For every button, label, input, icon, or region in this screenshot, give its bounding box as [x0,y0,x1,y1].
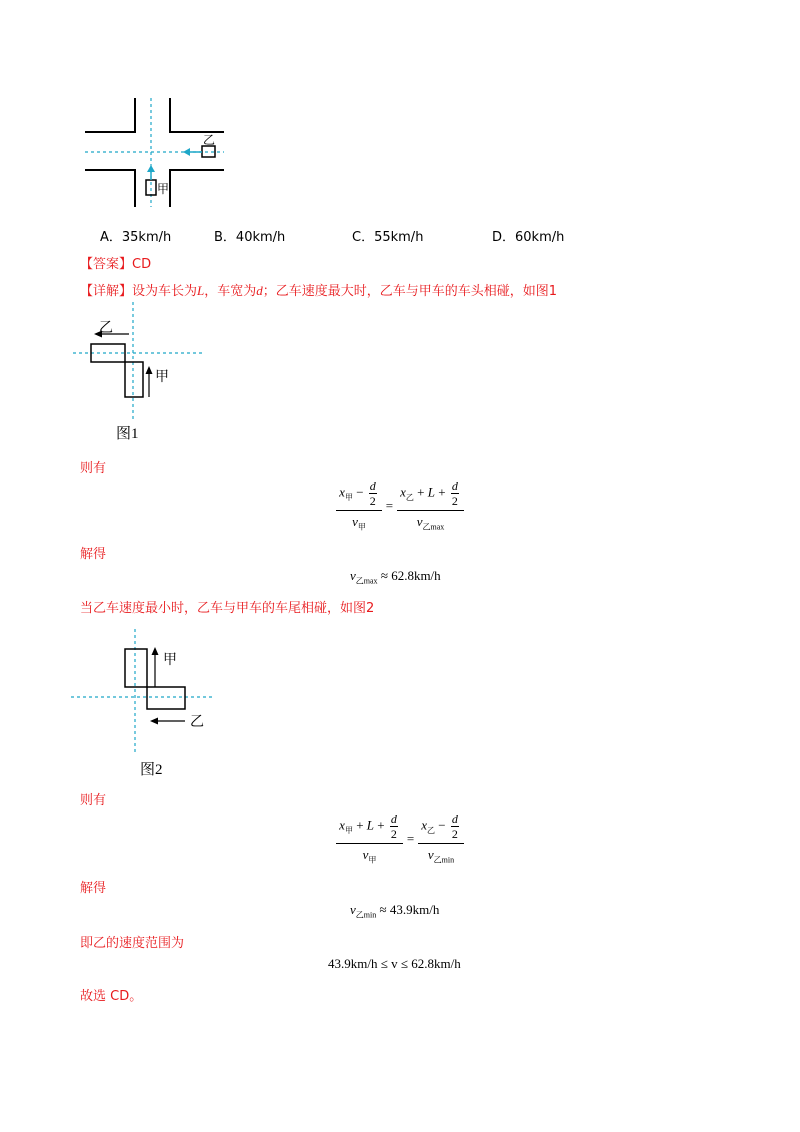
eq2-two2: 2 [451,827,458,842]
eq2-x2: x [421,817,427,833]
solve-label-2: 解得 [80,881,107,896]
eq1-x: x [339,484,345,500]
option-d: D．60km/h [492,230,565,245]
fig1-label-yi: 乙 [99,320,113,336]
eq1-sub-yi: 乙 [405,493,414,503]
eq2-d-over-2 [390,812,398,841]
option-a: A．35km/h [100,230,172,245]
eq2-d2: d [451,812,458,827]
equation-2 [250,808,550,870]
eq1-d: d [369,479,376,494]
eq2-sub-yi: 乙 [426,826,435,836]
result1-v: v [350,568,356,583]
eq2-d: d [390,812,397,827]
fig2-label-jia: 甲 [163,652,177,668]
fig2-label-yi: 乙 [190,714,204,730]
eq1-x2: x [400,484,406,500]
result2-value: ≈ 43.9km/h [376,902,440,917]
eq2-equals: = [406,831,415,846]
explanation-rest: ；乙车速度最大时，乙车与甲车的车头相碰，如图1 [262,284,558,299]
explanation-mid: ，车宽为 [204,284,257,299]
fig1-caption: 图1 [116,426,139,442]
eq1-v2: v [416,514,423,530]
result1-value: ≈ 62.8km/h [377,568,441,583]
eq1-l: L [427,484,435,500]
eq1-left-fraction [336,479,382,533]
eq1-plus1: + [417,484,425,500]
result-2 [350,902,439,921]
fig0-label-yi: 乙 [203,133,216,147]
explanation-line [80,280,557,299]
eq1-two: 2 [369,494,376,509]
eq2-sub-jia: 甲 [344,826,353,836]
result2-sub: 乙min [355,910,377,920]
eq1-sub-jia-den: 甲 [357,522,366,532]
fig1-label-jia: 甲 [155,369,169,385]
eq1-d-over-2 [369,479,377,508]
eq2-l: L [366,817,375,833]
eq2-right-fraction [418,812,464,866]
eq2-v2: v [427,847,434,863]
answer-line: 【答案】CD [80,257,152,272]
eq1-d2: d [451,479,458,494]
eq2-sub-yimin: 乙min [433,855,455,865]
explanation-prefix: 【详解】设为车长为 [80,284,198,299]
eq1-two2: 2 [451,494,458,509]
eq1-sub-jia: 甲 [344,493,353,503]
then-label-2: 则有 [80,793,107,808]
eq2-v: v [362,847,369,863]
eq1-equals: = [385,498,394,513]
var-d: d [256,283,263,298]
eq2-x: x [339,817,345,833]
eq1-plus2: + [438,484,446,500]
intersection-figure [80,95,230,210]
eq1-d-over-2-right [451,479,459,508]
option-b: B．40km/h [214,230,286,245]
fig0-label-jia: 甲 [157,182,170,196]
then-label-1: 则有 [80,461,107,476]
eq1-right-fraction [397,479,464,533]
var-l: L [197,283,205,298]
equation-1 [250,475,550,537]
eq2-left-fraction [336,812,403,866]
conclusion: 故选 CD。 [80,989,143,1004]
fig2-caption: 图2 [140,762,163,778]
eq2-plus2: + [377,817,385,833]
figure-2 [68,627,218,757]
min-case-line: 当乙车速度最小时，乙车与甲车的车尾相碰，如图2 [80,601,375,616]
eq2-two: 2 [390,827,397,842]
result-1 [350,568,441,587]
eq2-d-over-2-right [451,812,459,841]
eq2-sub-jia-den: 甲 [368,855,377,865]
result2-v: v [350,902,356,917]
eq1-v: v [352,514,358,530]
solve-label-1: 解得 [80,547,107,562]
eq1-sub-yimax: 乙max [422,522,445,532]
range-intro: 即乙的速度范围为 [80,936,185,951]
result1-sub: 乙max [355,576,378,586]
eq2-minus: − [438,817,446,833]
eq1-minus: − [356,484,364,500]
range-inequality: 43.9km/h ≤ v ≤ 62.8km/h [328,956,461,971]
option-c: C．55km/h [352,230,424,245]
figure-1 [70,302,210,422]
eq2-plus1: + [356,817,364,833]
